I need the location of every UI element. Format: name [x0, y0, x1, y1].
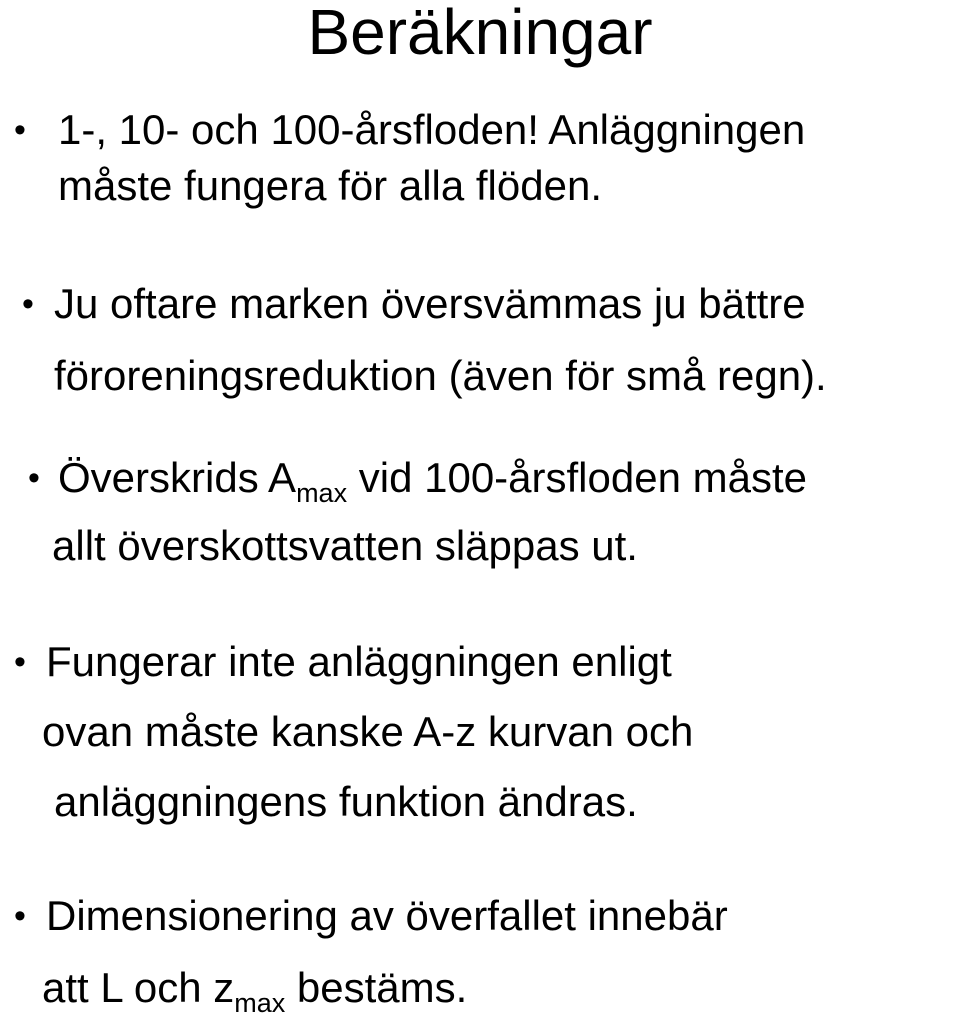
bullet-4-line-2: ovan måste kanske A-z kurvan och	[42, 708, 694, 755]
bullet-5-text-suffix: bestäms.	[285, 964, 468, 1011]
bullet-dot: •	[14, 897, 26, 935]
bullet-4-line-3: anläggningens funktion ändras.	[54, 778, 638, 825]
bullet-2-line-1: Ju oftare marken översvämmas ju bättre	[54, 280, 806, 327]
slide-title: Beräkningar	[307, 0, 653, 68]
bullet-1-line-1: 1-, 10- och 100-årsfloden! Anläggningen	[58, 106, 806, 153]
bullet-4-line-1: Fungerar inte anläggningen enligt	[46, 638, 672, 685]
bullet-5-line-1: Dimensionering av överfallet innebär	[46, 892, 728, 939]
bullet-3-line-2: allt överskottsvatten släppas ut.	[52, 522, 638, 569]
bullet-dot: •	[14, 643, 26, 681]
bullet-3-line-1	[58, 454, 807, 508]
bullet-5-line-2	[42, 964, 468, 1018]
bullet-2-line-2: föroreningsreduktion (även för små regn).	[54, 352, 827, 399]
bullet-3-text-suffix: vid 100-årsfloden måste	[347, 454, 807, 501]
bullet-1-line-2: måste fungera för alla flöden.	[58, 162, 602, 209]
bullet-3-text-prefix: Överskrids A	[58, 454, 297, 501]
bullet-3-subscript: max	[296, 478, 348, 508]
bullet-5-text-prefix: att L och z	[42, 964, 235, 1011]
bullet-dot: •	[28, 459, 40, 497]
bullet-5-subscript: max	[234, 988, 286, 1018]
bullet-dot: •	[22, 285, 34, 323]
bullet-dot: •	[14, 111, 26, 149]
